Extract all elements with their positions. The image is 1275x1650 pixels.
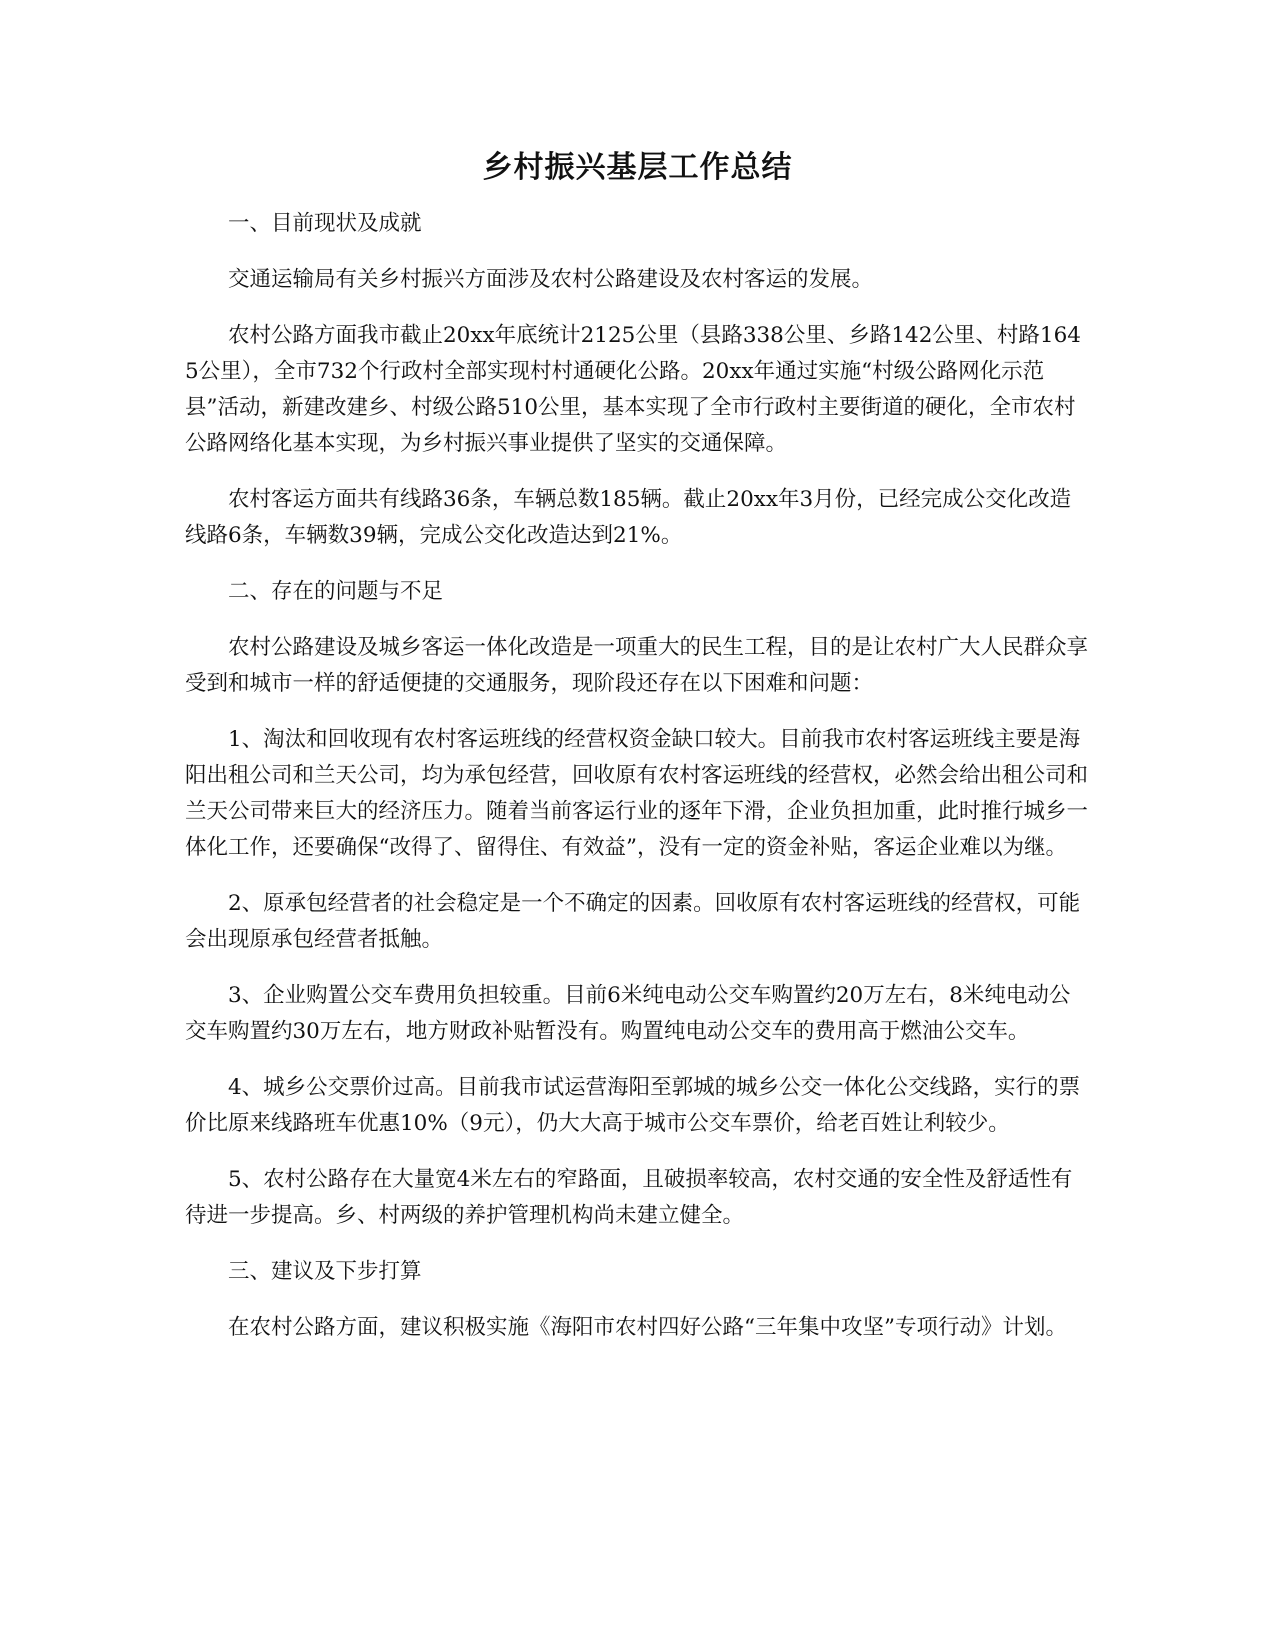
section-heading-suggestions: 三、建议及下步打算	[228, 1259, 422, 1284]
paragraph-suggestion-1: 在农村公路方面，建议积极实施《海阳市农村四好公路“三年集中攻坚”专项行动》计划。	[228, 1315, 1067, 1340]
paragraph-problem-2: 2、原承包经营者的社会稳定是一个不确定的因素。回收原有农村客运班线的经营权，可能会出现原承包经营者抵触。	[185, 891, 1081, 952]
paragraph-intro: 交通运输局有关乡村振兴方面涉及农村公路建设及农村客运的发展。	[228, 267, 874, 292]
paragraph-rural-transit: 农村客运方面共有线路36条，车辆总数185辆。截止20xx年3月份，已经完成公交化改造线路6条，车辆数39辆，完成公交化改造达到21%。	[185, 487, 1072, 548]
paragraph-problem-4: 4、城乡公交票价过高。目前我市试运营海阳至郭城的城乡公交一体化公交线路，实行的票价比原来线路班车优惠10%（9元），仍大大高于城市公交车票价，给老百姓让利较少。	[185, 1075, 1081, 1136]
document-title: 乡村振兴基层工作总结	[482, 150, 793, 185]
paragraph-problems-intro: 农村公路建设及城乡客运一体化改造是一项重大的民生工程，目的是让农村广大人民群众享受到和城市一样的舒适便捷的交通服务，现阶段还存在以下困难和问题：	[185, 635, 1089, 696]
section-heading-problems: 二、存在的问题与不足	[228, 579, 444, 604]
paragraph-rural-roads: 农村公路方面我市截止20xx年底统计2125公里（县路338公里、乡路142公里、村路1645公里），全市732个行政村全部实现村村通硬化公路。20xx年通过实施“村级公路网化示范县”活动，新建改建乡、村级公路510公里，基本实现了全市行政村主要街道的硬化，全市农村公路网络化基本实现，为乡村振兴事业提供了坚实的交通保障。	[185, 323, 1081, 456]
paragraph-problem-1: 1、淘汰和回收现有农村客运班线的经营权资金缺口较大。目前我市农村客运班线主要是海阳出租公司和兰天公司，均为承包经营，回收原有农村客运班线的经营权，必然会给出租公司和兰天公司带来巨大的经济压力。随着当前客运行业的逐年下滑，企业负担加重，此时推行城乡一体化工作，还要确保“改得了、留得住、有效益”，没有一定的资金补贴，客运企业难以为继。	[185, 727, 1089, 860]
paragraph-problem-5: 5、农村公路存在大量宽4米左右的窄路面，且破损率较高，农村交通的安全性及舒适性有待进一步提高。乡、村两级的养护管理机构尚未建立健全。	[185, 1167, 1073, 1228]
section-heading-status: 一、目前现状及成就	[228, 211, 422, 236]
paragraph-problem-3: 3、企业购置公交车费用负担较重。目前6米纯电动公交车购置约20万左右，8米纯电动公交车购置约30万左右，地方财政补贴暂没有。购置纯电动公交车的费用高于燃油公交车。	[185, 983, 1071, 1044]
document-body	[185, 206, 1090, 1366]
